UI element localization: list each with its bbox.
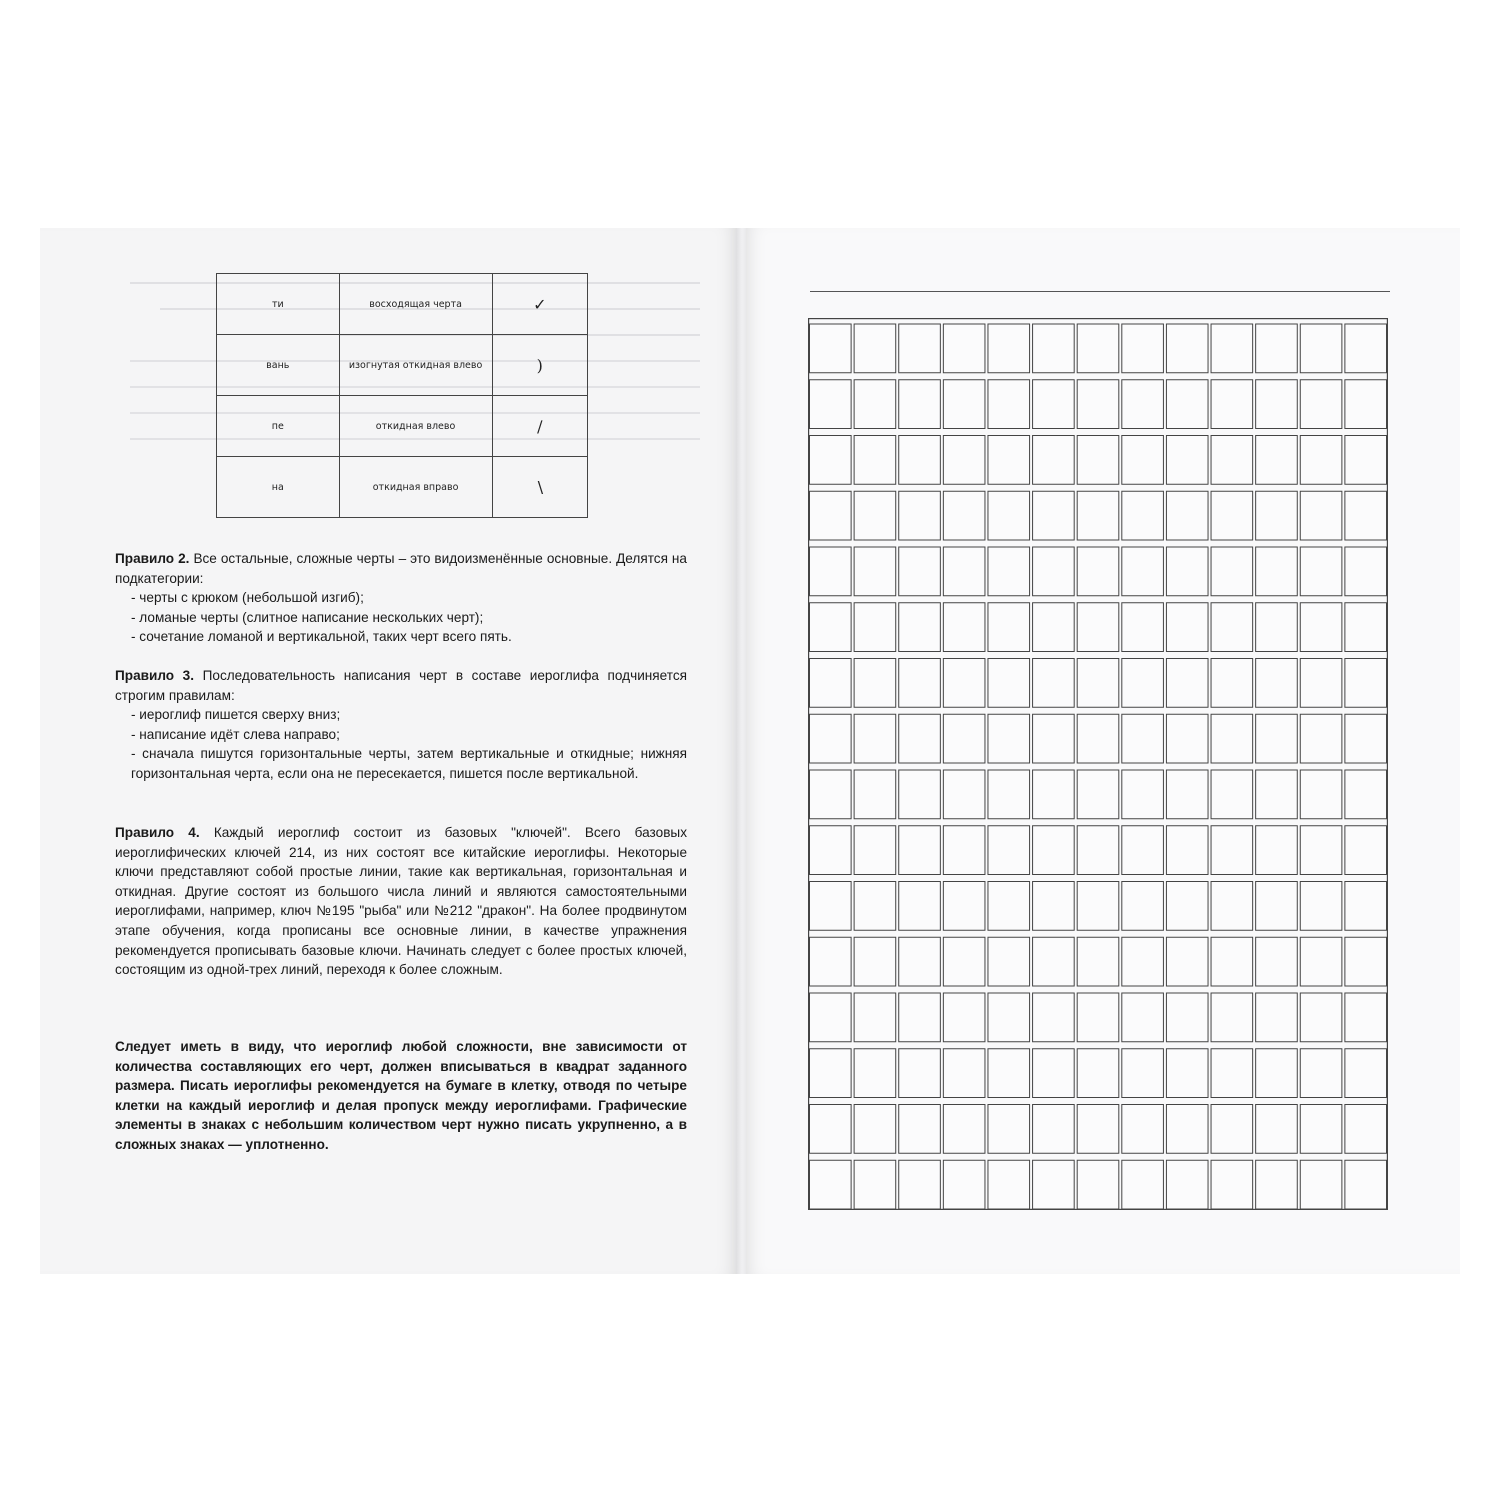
grid-cell [988, 491, 1030, 540]
grid-cell [1300, 436, 1342, 485]
grid-cell [1077, 993, 1119, 1042]
grid-cell [1345, 436, 1387, 485]
grid-cell [854, 937, 896, 986]
grid-cell [1033, 770, 1075, 819]
grid-cell [1345, 770, 1387, 819]
grid-cell [1166, 1049, 1208, 1098]
grid-cell [1033, 491, 1075, 540]
grid-cell [1211, 491, 1253, 540]
grid-cell [810, 436, 852, 485]
rule-3-item: - сначала пишутся горизонтальные черты, затем вертикальные и откидные; нижняя горизонтальная черта, если она не пересекается, пишется после вертикальной. [131, 746, 687, 781]
grid-cell [1345, 547, 1387, 596]
grid-cell [988, 603, 1030, 652]
grid-cell [988, 380, 1030, 429]
grid-cell [943, 436, 985, 485]
grid-cell [988, 436, 1030, 485]
grid-cell [1345, 937, 1387, 986]
grid-cell [899, 324, 941, 373]
grid-cell [1166, 937, 1208, 986]
grid-cell [1211, 436, 1253, 485]
grid-cell [1256, 547, 1298, 596]
grid-cell [1166, 491, 1208, 540]
grid-cell [1211, 770, 1253, 819]
grid-cell [1166, 826, 1208, 875]
rule-4-text: Каждый иероглиф состоит из базовых "ключей". Всего базовых иероглифических ключей 214, из них состоят все китайские иероглифы. Некоторые ключи представляют собой простые линии, такие как вертикальная, горизонтальная и откидная. Другие состоят из большого числа линий и являются самостоятельными иероглифами, например, ключ №195 "рыба" или №212 "дракон". На более продвинутом этапе обучения, когда прописаны все основные линии, в качестве упражнения рекомендуется прописывать базовые ключи. Начинать следует с более простых ключей, состоящим из одной-трех линий, переходя к более сложным. [115, 825, 687, 978]
grid-cell [1256, 659, 1298, 708]
stroke-glyph: ) [492, 335, 587, 396]
rule-3-text: Последовательность написания черт в составе иероглифа подчиняется строгим правилам: [115, 668, 687, 703]
grid-cell [1033, 937, 1075, 986]
grid-cell [1077, 436, 1119, 485]
grid-cell [1300, 826, 1342, 875]
grid-cell [1033, 603, 1075, 652]
grid-cell [1166, 993, 1208, 1042]
grid-cell [899, 436, 941, 485]
rule-3-item: - иероглиф пишется сверху вниз; [131, 707, 341, 723]
grid-cell [1345, 1160, 1387, 1209]
grid-cell [1300, 1049, 1342, 1098]
grid-cell [1077, 659, 1119, 708]
grid-cell [1300, 324, 1342, 373]
grid-cell [943, 714, 985, 763]
grid-cell [899, 937, 941, 986]
grid-cell [1122, 547, 1164, 596]
header-line [810, 291, 1390, 292]
grid-cell [1300, 659, 1342, 708]
grid-cell [1300, 714, 1342, 763]
grid-cell [899, 993, 941, 1042]
rule-2 [115, 549, 687, 647]
grid-cell [1345, 993, 1387, 1042]
grid-cell [988, 826, 1030, 875]
grid-cell [899, 547, 941, 596]
grid-cell [1077, 491, 1119, 540]
grid-cell [1033, 1160, 1075, 1209]
grid-cell [1033, 882, 1075, 931]
grid-cell [1256, 714, 1298, 763]
grid-cell [899, 1160, 941, 1209]
grid-cell [1300, 1105, 1342, 1154]
stroke-row [217, 274, 588, 335]
grid-cell [1033, 324, 1075, 373]
grid-cell [1211, 882, 1253, 931]
rule-3-item: - написание идёт слева направо; [131, 726, 340, 742]
grid-cell [943, 1160, 985, 1209]
grid-cell [899, 826, 941, 875]
grid-cell [1345, 1049, 1387, 1098]
grid-cell [810, 1160, 852, 1209]
grid-cell [1122, 603, 1164, 652]
grid-cell [854, 882, 896, 931]
grid-cell [988, 1049, 1030, 1098]
grid-cell [1256, 882, 1298, 931]
grid-cell [810, 1049, 852, 1098]
grid-cell [943, 324, 985, 373]
stroke-glyph: ∖ [492, 457, 587, 518]
grid-cell [1077, 1160, 1119, 1209]
grid-cell [1033, 826, 1075, 875]
grid-cell [1122, 324, 1164, 373]
grid-cell [1077, 324, 1119, 373]
grid-cell [1256, 603, 1298, 652]
grid-cell [943, 380, 985, 429]
rule-4-title: Правило 4. [115, 825, 200, 840]
grid-cell [1256, 826, 1298, 875]
grid-cell [1166, 324, 1208, 373]
grid-cell [1122, 380, 1164, 429]
grid-cell [988, 714, 1030, 763]
grid-cell [1211, 714, 1253, 763]
grid-cell [810, 993, 852, 1042]
grid-cell [1211, 380, 1253, 429]
grid-cell [899, 491, 941, 540]
grid-cell [943, 491, 985, 540]
stroke-glyph: ∕ [492, 396, 587, 457]
grid-cell [1256, 436, 1298, 485]
grid-cell [1211, 1105, 1253, 1154]
grid-cell [899, 603, 941, 652]
grid-cell [1256, 993, 1298, 1042]
rule-2-item: - ломаные черты (слитное написание нескольких черт); [131, 609, 484, 625]
grid-cell [1300, 1160, 1342, 1209]
grid-cell [1211, 1049, 1253, 1098]
grid-cell [1345, 1105, 1387, 1154]
grid-cell [988, 547, 1030, 596]
grid-cell [1077, 882, 1119, 931]
grid-cell [810, 380, 852, 429]
grid-cell [854, 436, 896, 485]
grid-cell [1211, 324, 1253, 373]
grid-cell [1300, 603, 1342, 652]
grid-cell [1077, 380, 1119, 429]
grid-cell [854, 324, 896, 373]
grid-cell [1211, 547, 1253, 596]
grid-cell [1300, 380, 1342, 429]
stroke-description: откидная влево [339, 396, 492, 457]
grid-cell [1256, 1105, 1298, 1154]
grid-cell [1122, 491, 1164, 540]
grid-cell [810, 882, 852, 931]
grid-cell [1122, 993, 1164, 1042]
grid-cell [988, 324, 1030, 373]
grid-cell [1122, 1105, 1164, 1154]
grid-cell [854, 1105, 896, 1154]
grid-cell [943, 993, 985, 1042]
grid-cell [943, 659, 985, 708]
grid-cell [1345, 882, 1387, 931]
grid-cell [810, 603, 852, 652]
grid-cell [943, 770, 985, 819]
grid-cell [1122, 937, 1164, 986]
stroke-row [217, 457, 588, 518]
grid-cell [1211, 937, 1253, 986]
grid-cell [1256, 937, 1298, 986]
grid-cell [943, 937, 985, 986]
grid-cell [1166, 1105, 1208, 1154]
grid-cell [1033, 993, 1075, 1042]
stroke-row [217, 396, 588, 457]
grid-cell [988, 882, 1030, 931]
grid-cell [1077, 937, 1119, 986]
stroke-description: откидная вправо [339, 457, 492, 518]
grid-cell [854, 547, 896, 596]
grid-cell [854, 491, 896, 540]
grid-cell [1256, 491, 1298, 540]
grid-cell [1211, 1160, 1253, 1209]
rule-3 [115, 666, 687, 784]
stroke-name: пе [217, 396, 340, 457]
grid-cell [1211, 993, 1253, 1042]
grid-cell [854, 380, 896, 429]
grid-cell [1077, 1105, 1119, 1154]
grid-cell [1166, 436, 1208, 485]
grid-cell [899, 1049, 941, 1098]
grid-cell [810, 770, 852, 819]
grid-cell [943, 603, 985, 652]
grid-cell [1077, 770, 1119, 819]
grid-cell [1166, 770, 1208, 819]
grid-cell [1300, 937, 1342, 986]
grid-cell [854, 993, 896, 1042]
grid-cell [1345, 826, 1387, 875]
grid-cell [1077, 603, 1119, 652]
grid-cell [1211, 659, 1253, 708]
grid-cell [1077, 1049, 1119, 1098]
grid-cell [1166, 714, 1208, 763]
stroke-name: вань [217, 335, 340, 396]
grid-cell [1122, 770, 1164, 819]
grid-cell [943, 1105, 985, 1154]
grid-cell [1300, 770, 1342, 819]
grid-cell [1033, 659, 1075, 708]
grid-cell [854, 826, 896, 875]
grid-cell [854, 1049, 896, 1098]
grid-cell [988, 1105, 1030, 1154]
grid-cell [943, 547, 985, 596]
grid-cell [1122, 714, 1164, 763]
grid-cell [1077, 547, 1119, 596]
grid-cell [810, 547, 852, 596]
grid-cell [1033, 1105, 1075, 1154]
writing-grid [808, 318, 1388, 1210]
grid-cell [899, 770, 941, 819]
grid-cell [1166, 547, 1208, 596]
grid-cell [1122, 1049, 1164, 1098]
grid-cell [854, 1160, 896, 1209]
grid-cell [810, 491, 852, 540]
grid-cell [899, 380, 941, 429]
rule-2-item: - черты с крюком (небольшой изгиб); [131, 590, 364, 606]
grid-cell [1256, 380, 1298, 429]
grid-cell [899, 882, 941, 931]
grid-cell [1345, 659, 1387, 708]
grid-cell [1300, 993, 1342, 1042]
stroke-description: изогнутая откидная влево [339, 335, 492, 396]
grid-cell [1077, 826, 1119, 875]
stroke-glyph: ✓ [492, 274, 587, 335]
grid-cell [988, 770, 1030, 819]
grid-cell [1033, 714, 1075, 763]
grid-cell [1345, 603, 1387, 652]
grid-cell [1166, 1160, 1208, 1209]
grid-cell [1122, 659, 1164, 708]
grid-cell [810, 324, 852, 373]
note-paragraph: Следует иметь в виду, что иероглиф любой сложности, вне зависимости от количества составляющих его черт, должен вписываться в квадрат заданного размера. Писать иероглифы рекомендуется на бумаге в клетку, отводя по четыре клетки на каждый иероглиф и делая пропуск между иероглифами. Графические элементы в знаках с небольшим количеством черт нужно писать укрупненно, а в сложных знаках — уплотненно. [115, 1039, 687, 1152]
stroke-name: ти [217, 274, 340, 335]
grid-cell [1122, 1160, 1164, 1209]
grid-cell [1256, 324, 1298, 373]
grid-cell [1256, 770, 1298, 819]
grid-cell [1122, 882, 1164, 931]
stroke-description: восходящая черта [339, 274, 492, 335]
grid-cell [1033, 436, 1075, 485]
grid-cell [943, 882, 985, 931]
grid-cell [899, 1105, 941, 1154]
grid-cell [988, 659, 1030, 708]
grid-cell [1256, 1160, 1298, 1209]
rule-2-title: Правило 2. [115, 551, 190, 566]
grid-cell [1033, 380, 1075, 429]
grid-cell [1211, 603, 1253, 652]
grid-cell [943, 826, 985, 875]
grid-cell [988, 1160, 1030, 1209]
grid-cell [943, 1049, 985, 1098]
grid-cell [810, 1105, 852, 1154]
grid-cell [854, 603, 896, 652]
grid-cell [1122, 826, 1164, 875]
rule-2-item: - сочетание ломаной и вертикальной, таких черт всего пять. [131, 629, 512, 645]
grid-cell [899, 714, 941, 763]
grid-cell [1166, 380, 1208, 429]
grid-cell [1345, 380, 1387, 429]
grid-cell [1166, 882, 1208, 931]
grid-cell [1166, 659, 1208, 708]
grid-cell [1256, 1049, 1298, 1098]
grid-cell [1122, 436, 1164, 485]
grid-cell [1166, 603, 1208, 652]
grid-cell [1345, 324, 1387, 373]
grid-cell [854, 770, 896, 819]
grid-cell [1211, 826, 1253, 875]
strokes-table [216, 273, 588, 518]
grid-cell [854, 714, 896, 763]
grid-cell [988, 993, 1030, 1042]
rule-4 [115, 823, 687, 980]
grid-cell [810, 659, 852, 708]
grid-cell [810, 937, 852, 986]
grid-cell [810, 826, 852, 875]
grid-cell [1033, 547, 1075, 596]
rule-3-title: Правило 3. [115, 668, 195, 683]
grid-cell [810, 714, 852, 763]
grid-cell [1033, 1049, 1075, 1098]
grid-cell [899, 659, 941, 708]
grid-cell [1300, 547, 1342, 596]
grid-cell [1345, 714, 1387, 763]
grid-cell [1345, 491, 1387, 540]
grid-cell [988, 937, 1030, 986]
grid-cell [1077, 714, 1119, 763]
stroke-name: на [217, 457, 340, 518]
grid-cell [854, 659, 896, 708]
stroke-row [217, 335, 588, 396]
grid-cell [1300, 491, 1342, 540]
rule-2-text: Все остальные, сложные черты – это видоизменённые основные. Делятся на подкатегории: [115, 551, 687, 586]
grid-cell [1300, 882, 1342, 931]
